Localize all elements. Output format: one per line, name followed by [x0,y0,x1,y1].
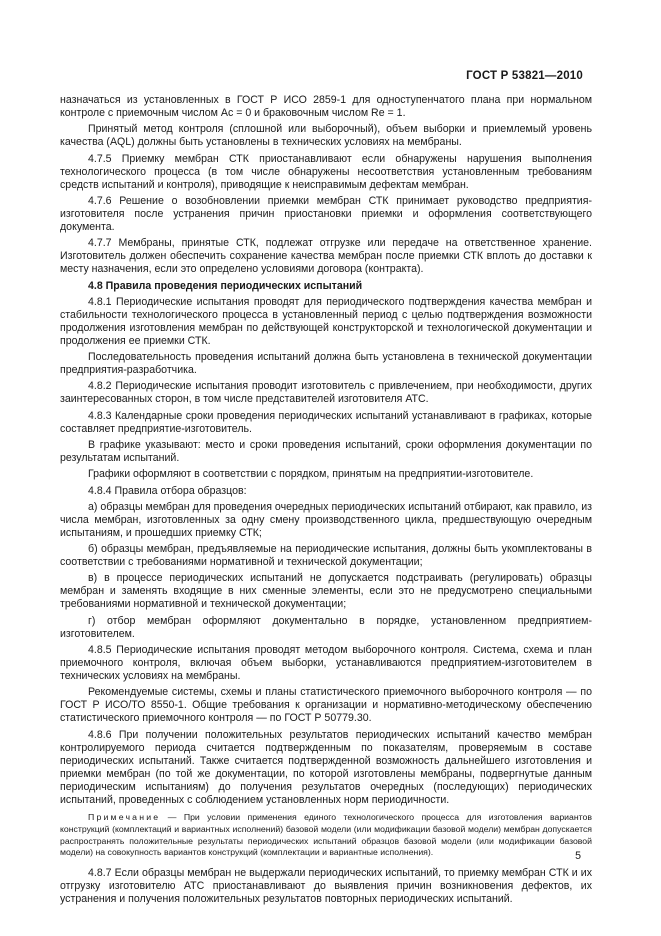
paragraph: Рекомендуемые системы, схемы и планы статистического приемочного выборочного контроля — по ГОСТ Р ИСО/ТО 8550-1. Общие требования к организации и нормативно-методическому обеспечению статистического приемочного контроля — по ГОСТ Р 50779.30. [60,686,592,725]
note [60,812,592,859]
standard-header: ГОСТ Р 53821—2010 [466,70,583,82]
clause-4-8-1: 4.8.1 Периодические испытания проводят для периодического подтверждения качества мембран и стабильности технологического процесса в установленный период с целью подтверждения возможности продолжения изготовления мембран по действующей конструкторской и технологической документации и продолжения ее приемки СТК. [60,295,592,347]
paragraph: Последовательность проведения испытаний должна быть установлена в технической документации предприятия-разработчика. [60,351,592,377]
page-body [60,94,592,909]
note-label: Примечание [88,811,161,822]
paragraph: Графики оформляют в соответствии с порядком, принятым на предприятии-изготовителе. [88,468,534,481]
clause-4-8-4: 4.8.4 Правила отбора образцов: [88,484,247,497]
page-number: 5 [575,850,581,862]
list-item-v: в) в процессе периодических испытаний не допускается подстраивать (регулировать) образцы мембран и заменять входящие в них сменные элементы, если это не предусмотрено специальными требованиями нормативной и технической документации; [60,572,592,611]
clause-4-8-6: 4.8.6 При получении положительных результатов периодических испытаний качество мембран контролируемого периода считается подтвержденным по показателям, проверяемым в составе периодических испытаний. Также считается подтвержденной возможность дальнейшего изготовления и приемки мембран (по той же документации, по которой изготовлены мембраны, подвергнутые данным периодическим испытаниям) до получения результатов очередных (последующих) периодических испытаний, проведенных с соблюдением установленных норм периодичности. [60,728,592,806]
clause-4-7-5: 4.7.5 Приемку мембран СТК приостанавливают если обнаружены нарушения выполнения технологического процесса (в том числе обнаружены несоответствия установленным требованиям средств испытаний и контроля), приводящие к неисправимым дефектам мембран. [60,152,592,191]
note-text: — При условии применения единого технологического процесса для изготовления вариантов конструкций (комплектаций и вариантных исполнений) базовой модели (или модификации базовой модели) мембран допускается распространять положительные результаты периодических испытаний образцов базовой модели (или модификации базовой модели) на совокупность вариантов конструкций (комплектации и вариантные исполнения). [60,811,592,858]
paragraph-continuation: назначаться из установленных в ГОСТ Р ИСО 2859-1 для одноступенчатого плана при нормальном контроле с приемочным числом Ас = 0 и браковочным числом Rе = 1. [60,94,592,120]
clause-4-8-3: 4.8.3 Календарные сроки проведения периодических испытаний устанавливают в графиках, которые составляет предприятие-изготовитель. [60,409,592,435]
paragraph: Принятый метод контроля (сплошной или выборочный), объем выборки и приемлемый уровень качества (AQL) должны быть установлены в технических условиях на мембраны. [60,123,592,149]
clause-4-8-5: 4.8.5 Периодические испытания проводят методом выборочного контроля. Система, схема и план приемочного контроля, включая объем выборки, устанавливаются предприятием-изготовителем в технических условиях на мембраны. [60,643,592,683]
clause-4-7-6: 4.7.6 Решение о возобновлении приемки мембран СТК принимает руководство предприятия-изготовителя после устранения причин приостановки приемки и оформления соответствующего документа. [60,194,592,233]
paragraph: В графике указывают: место и сроки проведения испытаний, сроки оформления документации по результатам испытаний. [60,439,592,465]
section-heading-4-8: 4.8 Правила проведения периодических испытаний [88,279,363,292]
clause-4-7-7: 4.7.7 Мембраны, принятые СТК, подлежат отгрузке или передаче на ответственное хранение. Изготовитель должен обеспечить сохранение качества мембран после приемки СТК вплоть до доставки к месту назначения, если это определено условиями договора (контракта). [60,237,592,276]
clause-4-8-2: 4.8.2 Периодические испытания проводит изготовитель с привлечением, при необходимости, других заинтересованных сторон, в том числе представителей изготовителя АТС. [60,380,592,406]
list-item-a: а) образцы мембран для проведения очередных периодических испытаний отбирают, как правило, из числа мембран, изготовленных за одну смену производственного цикла, предшествующую очередным испытаниям, и прошедших приемку СТК; [60,500,592,539]
list-item-g: г) отбор мембран оформляют документально в порядке, установленном предприятием-изготовителем. [60,614,592,640]
clause-4-8-7: 4.8.7 Если образцы мембран не выдержали периодических испытаний, то приемку мембран СТК и их отгрузку изготовителю АТС приостанавливают до выявления причин возникновения дефектов, их устранения и получения положительных результатов повторных периодических испытаний. [60,867,592,906]
list-item-b: б) образцы мембран, предъявляемые на периодические испытания, должны быть укомплектованы в соответствии с требованиями нормативной и технической документации; [60,543,592,569]
